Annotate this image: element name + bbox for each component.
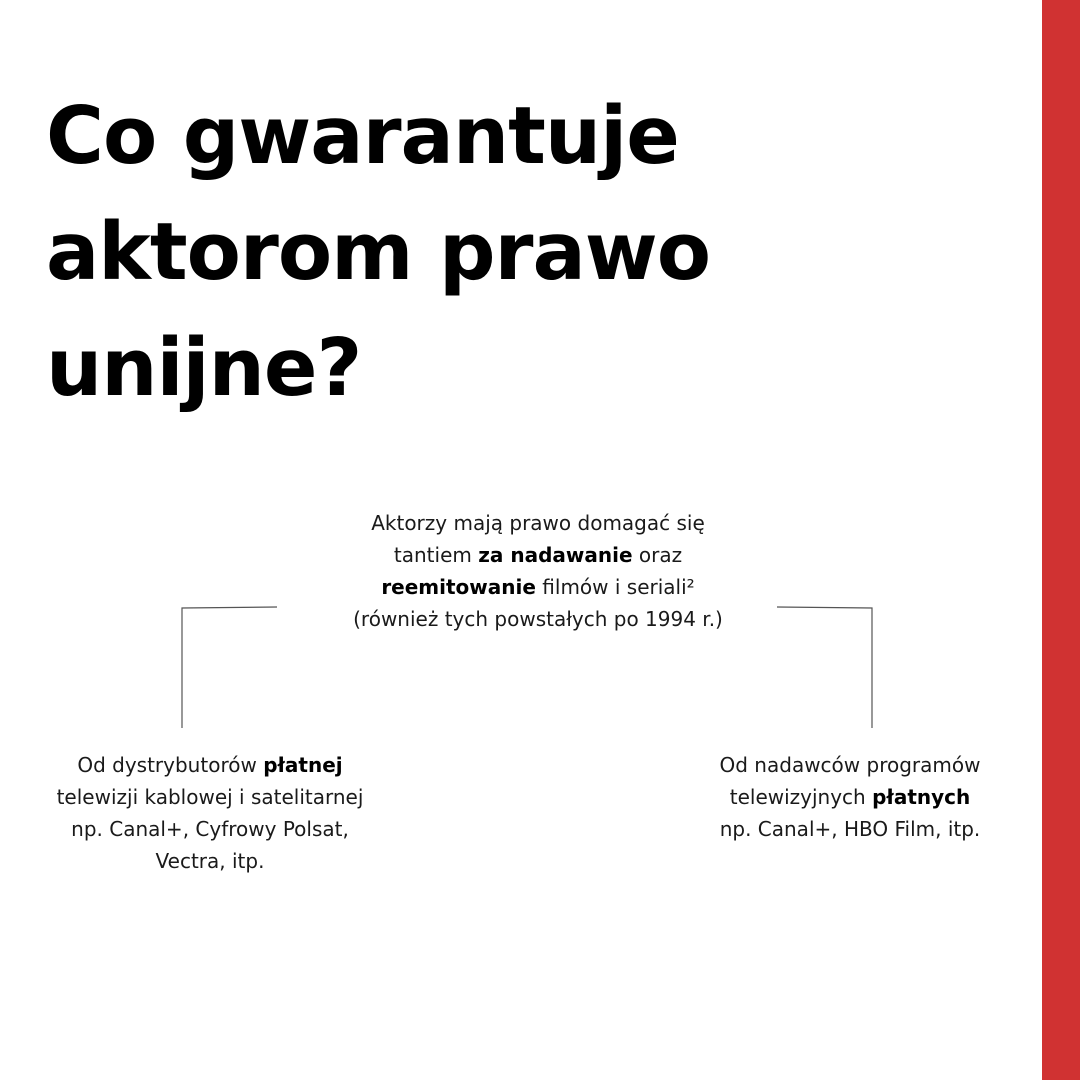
- left-branch-node: [10, 749, 410, 877]
- left-line-1-a: Od dystrybutorów: [77, 753, 264, 777]
- left-emphasis-paid: płatnej: [263, 753, 343, 777]
- root-line-2-c: oraz: [632, 543, 683, 567]
- right-line-2: [650, 781, 1050, 813]
- root-line-3-b: filmów i seriali²: [535, 575, 695, 599]
- right-line-3: np. Canal+, HBO Film, itp.: [719, 817, 981, 841]
- root-node: [268, 507, 808, 635]
- page-title: [46, 78, 746, 426]
- title-line-3: unijne?: [46, 322, 362, 414]
- right-line-2-a: telewizyjnych: [729, 785, 873, 809]
- right-branch-node: [650, 749, 1050, 845]
- left-line-4: Vectra, itp.: [155, 849, 265, 873]
- connector-left: [182, 607, 277, 728]
- left-line-1: [10, 749, 410, 781]
- title-line-2: aktorom prawo: [46, 206, 711, 298]
- root-line-2: [268, 539, 808, 571]
- right-emphasis-paid: płatnych: [872, 785, 971, 809]
- root-emphasis-broadcasting: za nadawanie: [478, 543, 633, 567]
- left-line-2: telewizji kablowej i satelitarnej: [56, 785, 364, 809]
- root-line-3: [268, 571, 808, 603]
- root-line-4: (również tych powstałych po 1994 r.): [353, 607, 723, 631]
- left-line-3: np. Canal+, Cyfrowy Polsat,: [71, 817, 349, 841]
- right-line-1: Od nadawców programów: [719, 753, 981, 777]
- title-line-1: Co gwarantuje: [46, 90, 679, 182]
- root-emphasis-retransmission: reemitowanie: [381, 575, 536, 599]
- accent-side-bar: [1042, 0, 1080, 1080]
- root-line-1: Aktorzy mają prawo domagać się: [371, 511, 705, 535]
- root-line-2-a: tantiem: [393, 543, 479, 567]
